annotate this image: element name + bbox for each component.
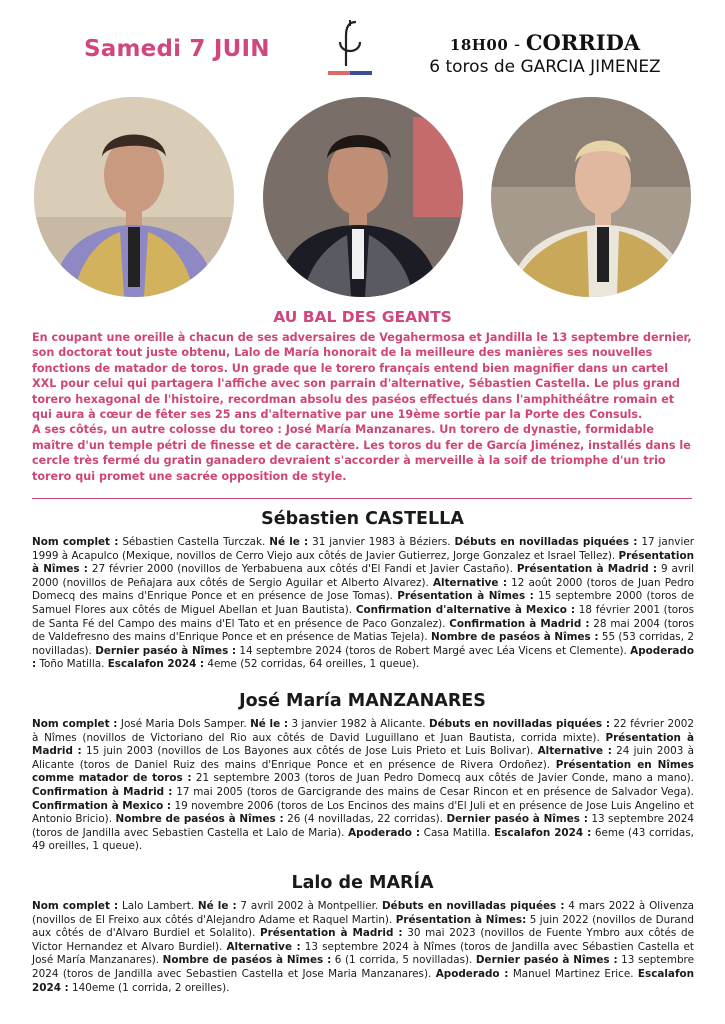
matador-photo-icon [491,97,691,297]
bio-field-label: Escalafon 2024 : [32,967,695,994]
portrait-manzanares [263,97,463,297]
bio-field-value: 140eme (1 corrida, 2 oreilles). [68,981,230,994]
bio-field-label: Débuts en novilladas piquées : [454,536,638,548]
event-time: 18H00 [449,36,509,54]
bio-field-label: Nombre de paséos à Nîmes : [162,954,332,967]
bio-field-value: 12 août 2000 (toros de Juan Pedro Domecq des mains d'Enrique Ponce et en présence de Jose Tomas). [32,576,694,603]
bio-field-label: Escalafon 2024 : [107,658,205,671]
bio-field-label: Nom complet : [32,536,119,548]
bio-field-label: Présentation à Nîmes : [397,590,534,603]
bio-field-value: 7 avril 2002 à Montpellier. [236,900,383,912]
bio-field-label: Nombre de paséos à Nîmes : [431,631,599,644]
bio-field-value: 14 septembre 2024 (toros de Robert Margé avec Léa Vicens et Clemente). [236,644,631,657]
bio-field-value: 18 février 2001 (toros de Santa Fé del Campo des mains d'El Tato et en présence de Paco Gonzalez). [32,603,694,630]
bio-field-label: Escalafon 2024 : [494,826,592,839]
event-type: CORRIDA [525,30,641,55]
bio-field-value: Toño Matilla. [36,658,108,671]
bio-field-value: 5 juin 2022 (novillos de Durand aux côtés de d'Alvaro Burdiel et Solalito). [32,913,694,940]
bio-name-castella: Sébastien CASTELLA [261,509,464,529]
bio-field-label: Confirmation à Mexico : [32,799,172,812]
bio-field-value: 22 février 2002 à Nîmes (novillos de Victoriano del Rio aux côtés de David Luguillano et Juan Bautista, corrida mixte). [32,718,694,744]
intro-text [32,330,694,484]
bio-field-label: Présentation à Madrid : [516,563,658,576]
bio-field-value: 9 avril 2000 (novillos de Peñajara aux côtés de Sergio Aguilar et Alberto Alvarez). [32,563,695,589]
bio-field-label: Confirmation d'alternative à Mexico : [355,603,576,616]
intro-paragraph: A ses côtés, un autre colosse du toreo : José María Manzanares. Un torero de dynastie, formidable maître d'un temple pétri de finesse et de caractère. Les toros du fer de García Jiménez, installés dans le cercle très fermé du gratin ganadero devraient s'accorder à merveille à la soif de triomphe d'un trio torero qui promet une sacrée opposition de style. [32,423,691,483]
bio-field-value: 17 janvier 1999 à Acapulco (Mexique, novillos de Cerro Viejo aux côtés de Javier Gutierrez, Jorge Gonzalez et Israel Tellez). [32,536,695,562]
bio-field-value: 26 (4 novilladas, 22 corridas). [283,813,447,826]
bio-field-value: 19 novembre 2006 (toros de Los Encinos des mains d'El Juli et en présence de Jose Luis Angelino et Antonio Bricio). [32,799,695,826]
bio-field-value: Sébastien Castella Turczak. [118,536,270,548]
bio-field-label: Né le : [269,536,309,548]
event-subtitle: 6 toros de GARCIA JIMENEZ [429,57,661,77]
bio-name-manzanares: José María MANZANARES [239,691,486,711]
bio-field-label: Nom complet : [32,718,118,730]
bio-field-label: Dernier paséo à Nîmes : [446,813,588,826]
section-title: AU BAL DES GEANTS [273,308,452,326]
arena-logo [326,16,374,80]
bio-castella [32,536,694,672]
bio-field-label: Présentation à Madrid : [32,731,694,758]
bio-field-label: Alternative : [537,745,612,758]
bio-field-value: 30 mai 2023 (novillos de Fuente Ymbro aux côtés de Victor Hernandez et Alvaro Burdiel). [32,927,694,953]
bio-field-label: Apoderado : [435,967,509,980]
bio-lalo [32,900,694,995]
bio-field-value: 13 septembre 2024 à Nîmes (toros de Jandilla avec Sébastien Castella et José María Manzanares). [32,940,694,967]
event-separator: - [508,34,526,55]
bio-field-value: Lalo Lambert. [118,900,198,912]
bio-field-label: Présentation en Nîmes comme matador de toros : [32,758,694,785]
bio-field-label: Débuts en novilladas piquées : [382,900,565,912]
bio-field-value: 13 septembre 2024 (toros de Jandilla avec Sebastien Castella et Jose Maria Manzanares). [32,954,694,980]
bio-field-label: Apoderado : [348,826,421,839]
bio-field-value: 6eme (43 corridas, 49 oreilles, 1 queue). [32,826,694,853]
bio-manzanares [32,718,694,854]
bio-field-value: 15 septembre 2000 (toros de Samuel Flores aux côtés de Miguel Abellan et Juan Bautista). [32,590,694,616]
bio-name-lalo: Lalo de MARÍA [291,873,434,893]
portrait-castella [34,97,234,297]
portrait-lalo-de-maria [491,97,691,297]
bio-field-value: 31 janvier 1983 à Béziers. [308,536,455,548]
event-header [410,30,680,77]
event-time-line [410,30,680,55]
bio-field-value: 24 juin 2003 à Alicante (toros de Daniel Ruiz des mains d'Enrique Ponce et en présence de Rivera Ordoñez). [32,745,694,771]
matador-photo-icon [263,97,463,297]
bio-field-label: Dernier paséo à Nîmes : [475,954,618,967]
bio-field-label: Apoderado : [32,644,694,671]
bio-field-value: José Maria Dols Samper. [117,718,251,730]
bio-field-value: 3 janvier 1982 à Alicante. [288,718,429,730]
bio-field-label: Présentation à Nîmes: [395,913,527,926]
intro-paragraph: En coupant une oreille à chacun de ses adversaires de Vegahermosa et Jandilla le 13 septembre dernier, son doctorat tout juste obtenu, Lalo de María honorait de la meilleure des manières ses nouvelles fonctions de matador de toros. Un grade que le torero français entend bien magnifier dans un cartel XXL pour celui qui partagera l'affiche avec son parrain d'alternative, Sébastien Castella. Le plus grand torero hexagonal de l'histoire, recordman absolu des paséos effectués dans l'amphithéâtre romain et qui aura à cœur de fêter ses 25 ans d'alternative par une 19ème sortie par la Porte des Consuls. [32,331,692,422]
bio-field-label: Confirmation à Madrid : [449,617,590,630]
bio-field-label: Alternative : [432,576,508,589]
bio-field-value: Manuel Martinez Erice. [508,967,638,980]
bio-field-label: Confirmation à Madrid : [32,785,173,798]
bio-field-value: 4 mars 2022 à Olivenza (novillos de El Freixo aux côtés d'Alejandro Adame et Raquel Martin). [32,900,694,926]
bio-field-value: 21 septembre 2003 (toros de Juan Pedro Domecq aux côtés de Javier Conde, mano a mano). [191,772,694,785]
bio-field-label: Nom complet : [32,900,119,912]
matador-photo-icon [34,97,234,297]
bio-field-label: Présentation à Madrid : [260,927,403,940]
bio-field-value: 15 juin 2003 (novillos de Los Bayones aux côtés de Jose Luis Prieto et Luis Bolivar). [81,745,538,758]
bio-field-value: 55 (53 corridas, 2 novilladas). [32,631,694,657]
bio-field-label: Nombre de paséos à Nîmes : [115,813,284,826]
bio-field-label: Né le : [250,718,289,730]
event-date: Samedi 7 JUIN [84,36,270,62]
bio-field-label: Débuts en novilladas piquées : [428,718,610,730]
bio-field-value: 4eme (52 corridas, 64 oreilles, 1 queue). [204,658,420,671]
bio-field-value: Casa Matilla. [420,826,495,839]
bio-field-value: 17 mai 2005 (toros de Garcigrande des mains de Cesar Rincon et en présence de Salvador Vega). [172,785,694,798]
bio-field-value: 27 février 2000 (novillos de Yerbabuena aux côtés d'El Fandi et Javier Castaño). [87,563,517,576]
section-divider [32,498,692,499]
bio-field-value: 28 mai 2004 (toros de Valdefresno des mains d'Enrique Ponce et en présence de Matias Tejela). [32,617,694,644]
bio-field-label: Présentation à Nîmes : [32,549,694,576]
logo-mark-icon [326,16,374,80]
bio-field-label: Né le : [197,900,237,912]
bio-field-value: 13 septembre 2024 (toros de Jandilla avec Sebastien Castella et Lalo de Maria). [32,813,694,839]
bio-field-label: Alternative : [226,940,301,953]
bio-field-label: Dernier paséo à Nîmes : [95,644,237,657]
bio-field-value: 6 (1 corrida, 5 novilladas). [331,954,476,967]
